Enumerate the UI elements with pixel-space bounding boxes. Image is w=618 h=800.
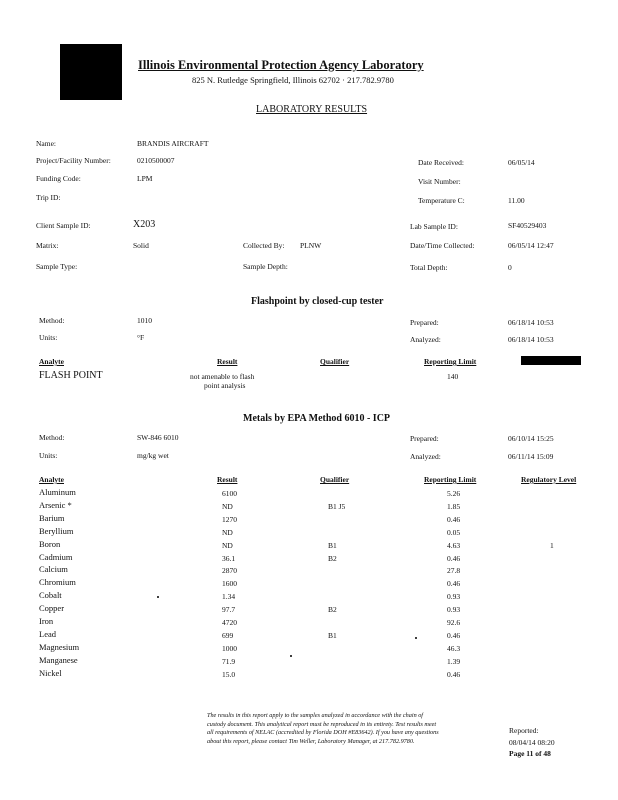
- result-cell: 36.1: [222, 553, 236, 563]
- collected-by-label: Collected By:: [243, 241, 285, 250]
- analyte-cell: Calcium: [39, 564, 68, 575]
- qualifier-cell: B2: [328, 605, 337, 615]
- lab-title: Illinois Environmental Protection Agency Laboratory: [138, 58, 424, 72]
- flash-analyzed-value: 06/18/14 10:53: [508, 335, 554, 344]
- flash-units-label: Units:: [39, 333, 58, 342]
- scan-speck: [415, 637, 417, 639]
- analyte-cell: Cobalt: [39, 590, 62, 601]
- analyte-cell: Arsenic *: [39, 499, 72, 510]
- limit-cell: 0.46: [447, 669, 461, 679]
- metals-units-value: mg/kg wet: [137, 451, 169, 460]
- reported-value: 08/04/14 08:20: [509, 738, 555, 747]
- result-cell: 699: [222, 630, 234, 640]
- result-cell: 1.34: [222, 592, 236, 602]
- result-cell: 97.7: [222, 605, 236, 615]
- lab-sample-value: SF40529403: [508, 221, 547, 230]
- flash-method-value: 1010: [137, 316, 152, 325]
- limit-cell: 0.46: [447, 514, 461, 524]
- result-cell: 1000: [222, 643, 237, 653]
- qualifier-cell: B1: [328, 540, 337, 550]
- metals-method-label: Method:: [39, 433, 65, 442]
- limit-cell: 0.93: [447, 592, 461, 602]
- limit-cell: 46.3: [447, 643, 461, 653]
- metals-units-label: Units:: [39, 451, 58, 460]
- scan-speck: [290, 655, 292, 657]
- sample-type-label: Sample Type:: [36, 262, 78, 271]
- flash-prepared-label: Prepared:: [410, 318, 439, 327]
- temperature-label: Temperature C:: [418, 196, 465, 205]
- date-received-label: Date Received:: [418, 158, 465, 167]
- flash-col-analyte: Analyte: [39, 357, 64, 366]
- limit-cell: 1.39: [447, 656, 461, 666]
- limit-cell: 4.63: [447, 540, 461, 550]
- result-cell: 1270: [222, 514, 237, 524]
- flash-method-label: Method:: [39, 316, 65, 325]
- name-value: BRANDIS AIRCRAFT: [137, 139, 209, 148]
- qualifier-cell: B1 J5: [328, 501, 346, 511]
- scan-speck: [157, 596, 159, 598]
- result-cell: 15.0: [222, 669, 236, 679]
- metals-prepared-label: Prepared:: [410, 434, 439, 443]
- metals-col-analyte: Analyte: [39, 475, 64, 484]
- analyte-cell: Lead: [39, 628, 56, 639]
- analyte-cell: Cadmium: [39, 551, 73, 562]
- collected-by-value: PLNW: [300, 241, 322, 250]
- qualifier-cell: B1: [328, 630, 337, 640]
- page-number: Page 11 of 48: [509, 749, 551, 758]
- limit-cell: 27.8: [447, 566, 461, 576]
- limit-cell: 0.46: [447, 553, 461, 563]
- flashpoint-title: Flashpoint by closed-cup tester: [251, 296, 384, 307]
- analyte-cell: Beryllium: [39, 525, 74, 536]
- client-sample-value: X203: [133, 219, 156, 230]
- total-depth-label: Total Depth:: [410, 263, 448, 272]
- result-cell: ND: [222, 540, 233, 550]
- analyte-cell: Barium: [39, 512, 65, 523]
- client-sample-label: Client Sample ID:: [36, 221, 91, 230]
- lab-sample-label: Lab Sample ID:: [410, 222, 458, 231]
- name-label: Name:: [36, 139, 56, 148]
- funding-label: Funding Code:: [36, 174, 81, 183]
- limit-cell: 0.93: [447, 605, 461, 615]
- flash-col-qualifier: Qualifier: [320, 357, 350, 366]
- date-collected-value: 06/05/14 12:47: [508, 241, 554, 250]
- flash-col-limit: Reporting Limit: [424, 357, 477, 366]
- limit-cell: 0.46: [447, 579, 461, 589]
- result-cell: 71.9: [222, 656, 236, 666]
- result-cell: ND: [222, 527, 233, 537]
- metals-prepared-value: 06/10/14 15:25: [508, 434, 554, 443]
- funding-value: LPM: [137, 174, 153, 183]
- agency-logo: [60, 44, 122, 100]
- analyte-cell: Chromium: [39, 577, 76, 588]
- sample-depth-label: Sample Depth:: [243, 262, 288, 271]
- flash-col-result: Result: [217, 357, 238, 366]
- analyte-cell: Manganese: [39, 654, 78, 665]
- flash-result-line2: point analysis: [204, 381, 246, 390]
- matrix-value: Solid: [133, 241, 149, 250]
- metals-method-value: SW-846 6010: [137, 433, 179, 442]
- reported-label: Reported:: [509, 726, 539, 735]
- metals-col-qualifier: Qualifier: [320, 475, 350, 484]
- result-cell: ND: [222, 501, 233, 511]
- limit-cell: 5.26: [447, 489, 461, 498]
- flash-prepared-value: 06/18/14 10:53: [508, 318, 554, 327]
- date-received-value: 06/05/14: [508, 158, 535, 167]
- metals-col-regulatory: Regulatory Level: [521, 475, 577, 484]
- flash-result-line1: not amenable to flash: [190, 372, 255, 381]
- flash-units-value: °F: [137, 333, 145, 342]
- analyte-cell: Iron: [39, 616, 54, 626]
- metals-analyzed-value: 06/11/14 15:09: [508, 452, 554, 461]
- analyte-cell: Aluminum: [39, 487, 76, 497]
- flash-limit: 140: [447, 372, 459, 381]
- project-value: 0210500007: [137, 156, 175, 165]
- metals-col-limit: Reporting Limit: [424, 475, 477, 484]
- flash-analyte: FLASH POINT: [39, 370, 103, 381]
- metals-col-result: Result: [217, 475, 238, 484]
- result-cell: 6100: [222, 489, 237, 498]
- metals-title: Metals by EPA Method 6010 - ICP: [243, 413, 391, 424]
- project-label: Project/Facility Number:: [36, 156, 111, 165]
- report-title: LABORATORY RESULTS: [256, 104, 368, 115]
- analyte-cell: Magnesium: [39, 641, 80, 652]
- temperature-value: 11.00: [508, 196, 525, 205]
- result-cell: 1600: [222, 579, 237, 589]
- date-collected-label: Date/Time Collected:: [410, 241, 475, 250]
- result-cell: 4720: [222, 618, 237, 627]
- metals-analyzed-label: Analyzed:: [410, 452, 441, 461]
- analyte-cell: Boron: [39, 538, 61, 549]
- limit-cell: 92.6: [447, 618, 461, 627]
- analyte-cell: Nickel: [39, 667, 62, 678]
- qualifier-cell: B2: [328, 553, 337, 563]
- result-cell: 2870: [222, 566, 237, 576]
- flash-analyzed-label: Analyzed:: [410, 335, 441, 344]
- limit-cell: 1.85: [447, 501, 461, 511]
- analyte-cell: Copper: [39, 603, 65, 614]
- visit-label: Visit Number:: [418, 177, 461, 186]
- limit-cell: 0.05: [447, 527, 461, 537]
- footer-note: The results in this report apply to the samples analyzed in accordance with the chain of custody document. This analytical report must be reproduced in its entirety. Test results meet all requirements of NELAC (accredited by Florida DOH #E83642). If you have any questions about this report, please contact Tim Weller, Laboratory Manager, at 217.782.9780.: [207, 712, 439, 745]
- total-depth-value: 0: [508, 263, 512, 272]
- trip-label: Trip ID:: [36, 193, 61, 202]
- redacted-header: [521, 356, 581, 365]
- lab-address: 825 N. Rutledge Springfield, Illinois 62702 · 217.782.9780: [192, 75, 394, 85]
- matrix-label: Matrix:: [36, 241, 59, 250]
- limit-cell: 0.46: [447, 630, 461, 640]
- regulatory-cell: 1: [550, 540, 554, 550]
